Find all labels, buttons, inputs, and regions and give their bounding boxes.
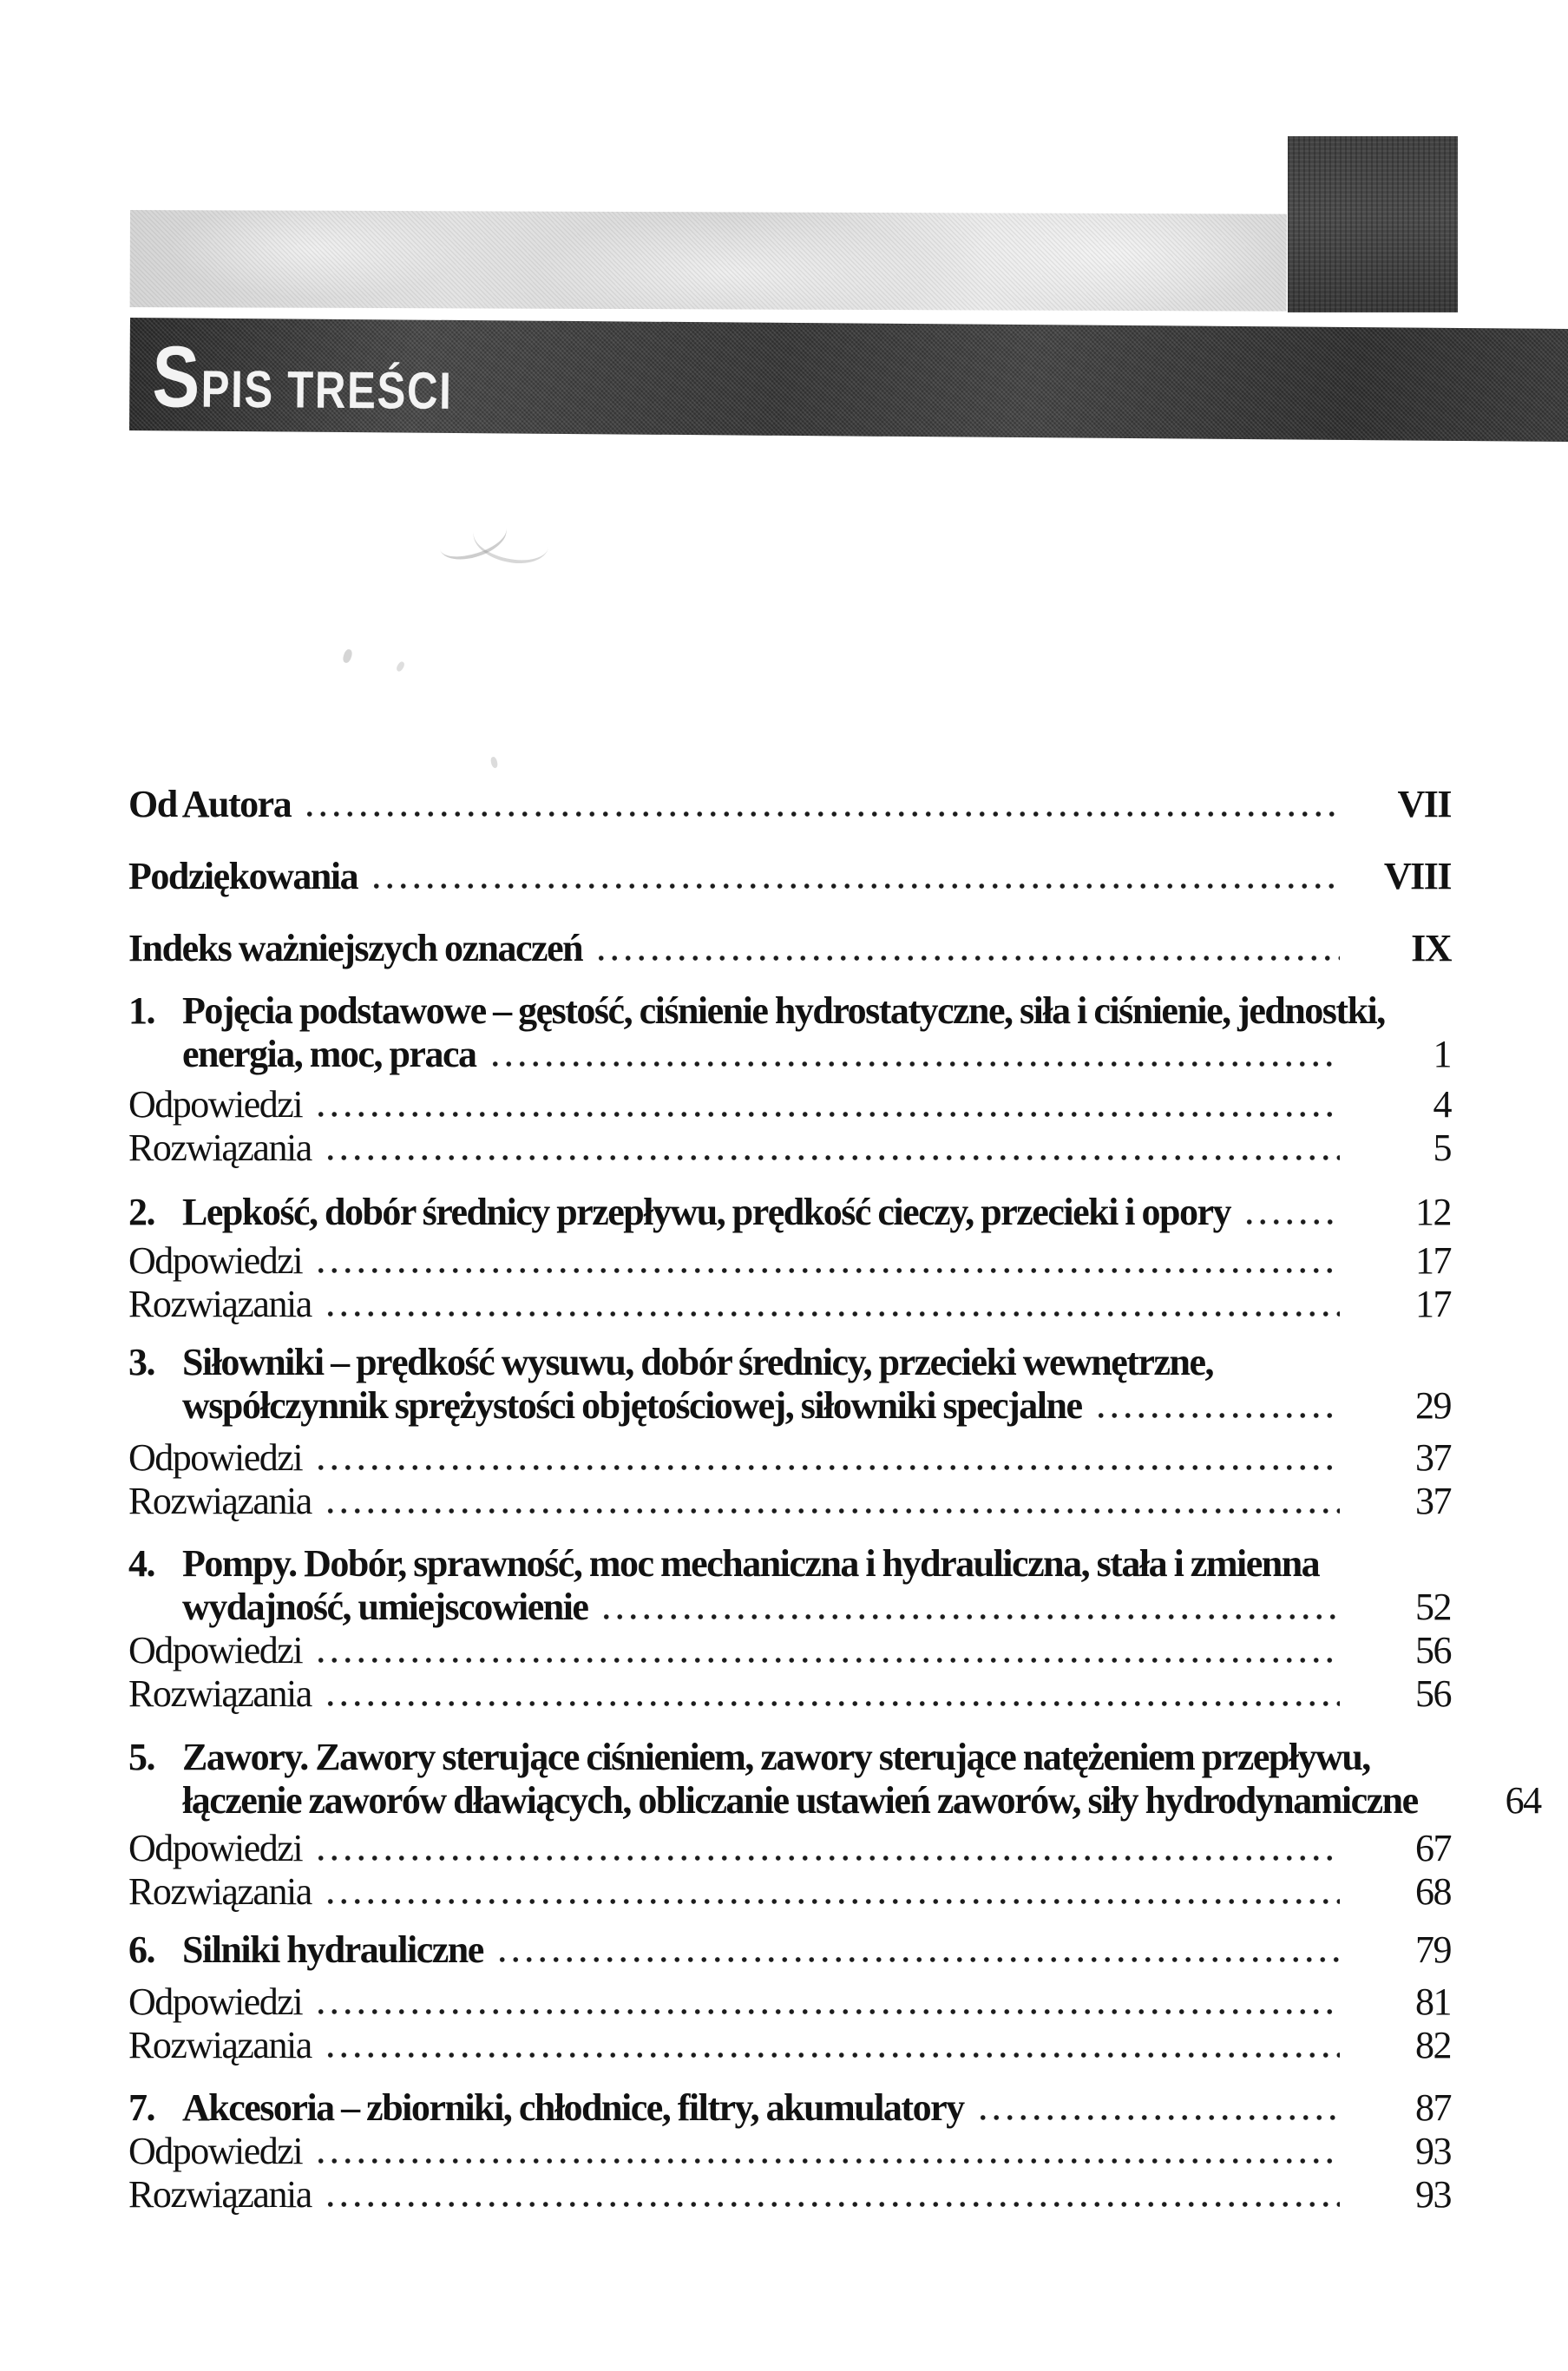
- dot-leader: [324, 2200, 1340, 2209]
- toc-entry-label: Odpowiedzi: [128, 1239, 303, 1282]
- scan-smudge: [469, 509, 554, 569]
- toc-page-number: 82: [1415, 2024, 1451, 2066]
- dot-leader: [495, 1955, 1340, 1964]
- toc-page-number: VIII: [1383, 855, 1451, 897]
- toc-subentry-odpowiedzi: [128, 1083, 1451, 1126]
- scan-smudge: [434, 511, 511, 568]
- toc-page-number: 37: [1415, 1480, 1451, 1522]
- toc-entry-label: Pompy. Dobór, sprawność, moc mechaniczna i hydrauliczna, stała i zmienna: [182, 1542, 1320, 1585]
- toc-entry-label: Rozwiązania: [128, 1480, 312, 1522]
- toc-page-number: 1: [1433, 1033, 1451, 1075]
- toc-page-number: 17: [1415, 1283, 1451, 1325]
- toc-entry-label: Odpowiedzi: [128, 1980, 303, 2023]
- dot-leader: [370, 882, 1340, 890]
- toc-subentry-rozwiazania: [128, 1126, 1451, 1170]
- dot-leader: [1094, 1411, 1340, 1420]
- toc-entry-label: Rozwiązania: [128, 1870, 312, 1913]
- toc-page-number: 56: [1415, 1672, 1451, 1715]
- dot-leader: [314, 2007, 1340, 2016]
- toc-page-number: 29: [1415, 1384, 1451, 1427]
- toc-entry-label: Rozwiązania: [128, 2173, 312, 2216]
- dot-leader: [324, 1507, 1340, 1515]
- toc-chapter-2: [128, 1191, 1451, 1234]
- toc-subentry-rozwiazania: [128, 1870, 1451, 1914]
- dot-leader: [324, 1699, 1340, 1708]
- dot-leader: [489, 1060, 1341, 1068]
- dot-leader: [594, 954, 1340, 962]
- toc-page-number: 79: [1415, 1928, 1451, 1971]
- toc-subentry-rozwiazania: [128, 1283, 1451, 1326]
- toc-entry-label: energia, moc, praca: [182, 1033, 476, 1075]
- toc-page-number: 12: [1415, 1191, 1451, 1233]
- toc-entry-label: Odpowiedzi: [128, 1083, 303, 1126]
- page-title-initial: S: [152, 328, 202, 426]
- toc-entry-label: Podziękowania: [128, 855, 358, 897]
- toc-chapter-5-line-2: [128, 1779, 1541, 1823]
- toc-page-number: 93: [1415, 2130, 1451, 2172]
- dot-leader: [314, 1110, 1340, 1119]
- toc-chapter-4-line-2: [128, 1586, 1451, 1629]
- toc-page-number: 81: [1415, 1980, 1451, 2023]
- toc-entry-label: Rozwiązania: [128, 1126, 312, 1169]
- toc-entry-label: Odpowiedzi: [128, 2130, 303, 2172]
- dot-leader: [600, 1612, 1340, 1621]
- toc-entry-label: wydajność, umiejscowienie: [182, 1586, 588, 1628]
- toc-subentry-odpowiedzi: [128, 2130, 1451, 2173]
- toc-subentry-rozwiazania: [128, 1480, 1451, 1523]
- toc-page-number: 64: [1505, 1779, 1541, 1822]
- toc-page-number: 67: [1415, 1827, 1451, 1869]
- dot-leader: [314, 1463, 1340, 1472]
- toc-entry-label: współczynnik sprężystości objętościowej, siłowniki specjalne: [182, 1384, 1082, 1427]
- dot-leader: [324, 2051, 1340, 2059]
- scan-smudge: [342, 648, 354, 664]
- toc-entry-label: Odpowiedzi: [128, 1629, 303, 1672]
- toc-entry-podziekowania: [128, 855, 1451, 898]
- toc-page-number: 87: [1415, 2086, 1451, 2129]
- dot-leader: [324, 1897, 1340, 1906]
- chapter-number: 5.: [128, 1736, 154, 1778]
- chapter-number: 6.: [128, 1928, 154, 1971]
- toc-page-number: 68: [1415, 1870, 1451, 1913]
- toc-page-number: IX: [1411, 927, 1451, 969]
- toc-entry-label: Zawory. Zawory sterujące ciśnieniem, zawory sterujące natężeniem przepływu,: [182, 1736, 1370, 1778]
- chapter-number: 3.: [128, 1341, 154, 1383]
- toc-chapter-3-line-1: [128, 1341, 1451, 1384]
- toc-entry-label: Rozwiązania: [128, 1672, 312, 1715]
- page-title-rest: PIS TREŚCI: [200, 359, 453, 420]
- dot-leader: [314, 1656, 1340, 1665]
- toc-subentry-rozwiazania: [128, 1672, 1451, 1716]
- chapter-number: 7.: [128, 2086, 154, 2129]
- toc-chapter-6: [128, 1928, 1451, 1972]
- toc-page-number: 5: [1433, 1126, 1451, 1169]
- toc-subentry-odpowiedzi: [128, 1827, 1451, 1870]
- table-of-contents: [128, 783, 1541, 2217]
- toc-entry-label: Rozwiązania: [128, 2024, 312, 2066]
- toc-entry-label: Odpowiedzi: [128, 1827, 303, 1869]
- toc-chapter-1-line-1: [128, 989, 1451, 1033]
- dot-leader: [303, 810, 1340, 818]
- dot-leader: [314, 2157, 1340, 2165]
- toc-chapter-1-line-2: [128, 1033, 1451, 1076]
- dot-leader: [324, 1153, 1340, 1162]
- toc-chapter-4-line-1: [128, 1542, 1451, 1586]
- toc-entry-label: Rozwiązania: [128, 1283, 312, 1325]
- toc-page-number: 52: [1415, 1586, 1451, 1628]
- toc-chapter-3-line-2: [128, 1384, 1451, 1428]
- toc-entry-label: łączenie zaworów dławiących, obliczanie ustawień zaworów, siły hydrodynamiczne: [182, 1779, 1418, 1822]
- toc-entry-label: Indeks ważniejszych oznaczeń: [128, 927, 583, 969]
- toc-subentry-odpowiedzi: [128, 1980, 1451, 2024]
- dot-leader: [314, 1854, 1340, 1862]
- toc-entry-label: Akcesoria – zbiorniki, chłodnice, filtry, akumulatory: [182, 2086, 964, 2129]
- toc-page-number: 37: [1415, 1436, 1451, 1479]
- header-dark-square: [1288, 136, 1458, 312]
- toc-subentry-odpowiedzi: [128, 1436, 1451, 1480]
- toc-entry-label: Od Autora: [128, 783, 292, 825]
- toc-chapter-5-line-1: [128, 1736, 1451, 1779]
- toc-page-number: 4: [1433, 1083, 1451, 1126]
- scan-smudge: [395, 660, 405, 673]
- toc-page-number: VII: [1397, 783, 1451, 825]
- toc-entry-label: Siłowniki – prędkość wysuwu, dobór średnicy, przecieki wewnętrzne,: [182, 1341, 1213, 1383]
- dot-leader: [1243, 1218, 1340, 1226]
- header-title-banner: [129, 318, 1568, 442]
- chapter-number: 4.: [128, 1542, 154, 1585]
- dot-leader: [324, 1310, 1340, 1318]
- toc-page-number: 17: [1415, 1239, 1451, 1282]
- toc-entry-indeks: [128, 927, 1451, 970]
- toc-entry-label: Silniki hydrauliczne: [182, 1928, 483, 1971]
- toc-entry-label: Odpowiedzi: [128, 1436, 303, 1479]
- toc-chapter-7: [128, 2086, 1451, 2130]
- toc-entry-label: Lepkość, dobór średnicy przepływu, prędkość cieczy, przecieki i opory: [182, 1191, 1231, 1233]
- toc-page-number: 93: [1415, 2173, 1451, 2216]
- toc-subentry-odpowiedzi: [128, 1239, 1451, 1283]
- toc-page-number: 56: [1415, 1629, 1451, 1672]
- chapter-number: 1.: [128, 989, 154, 1032]
- toc-subentry-odpowiedzi: [128, 1629, 1451, 1672]
- dot-leader: [976, 2113, 1340, 2122]
- scan-smudge: [490, 756, 499, 768]
- toc-subentry-rozwiazania: [128, 2173, 1451, 2217]
- toc-subentry-rozwiazania: [128, 2024, 1451, 2067]
- page-title: [152, 328, 453, 426]
- dot-leader: [314, 1266, 1340, 1275]
- toc-entry-label: Pojęcia podstawowe – gęstość, ciśnienie hydrostatyczne, siła i ciśnienie, jednostki,: [182, 989, 1385, 1032]
- toc-entry-od-autora: [128, 783, 1451, 826]
- chapter-number: 2.: [128, 1191, 154, 1233]
- header-gray-band: [130, 210, 1287, 312]
